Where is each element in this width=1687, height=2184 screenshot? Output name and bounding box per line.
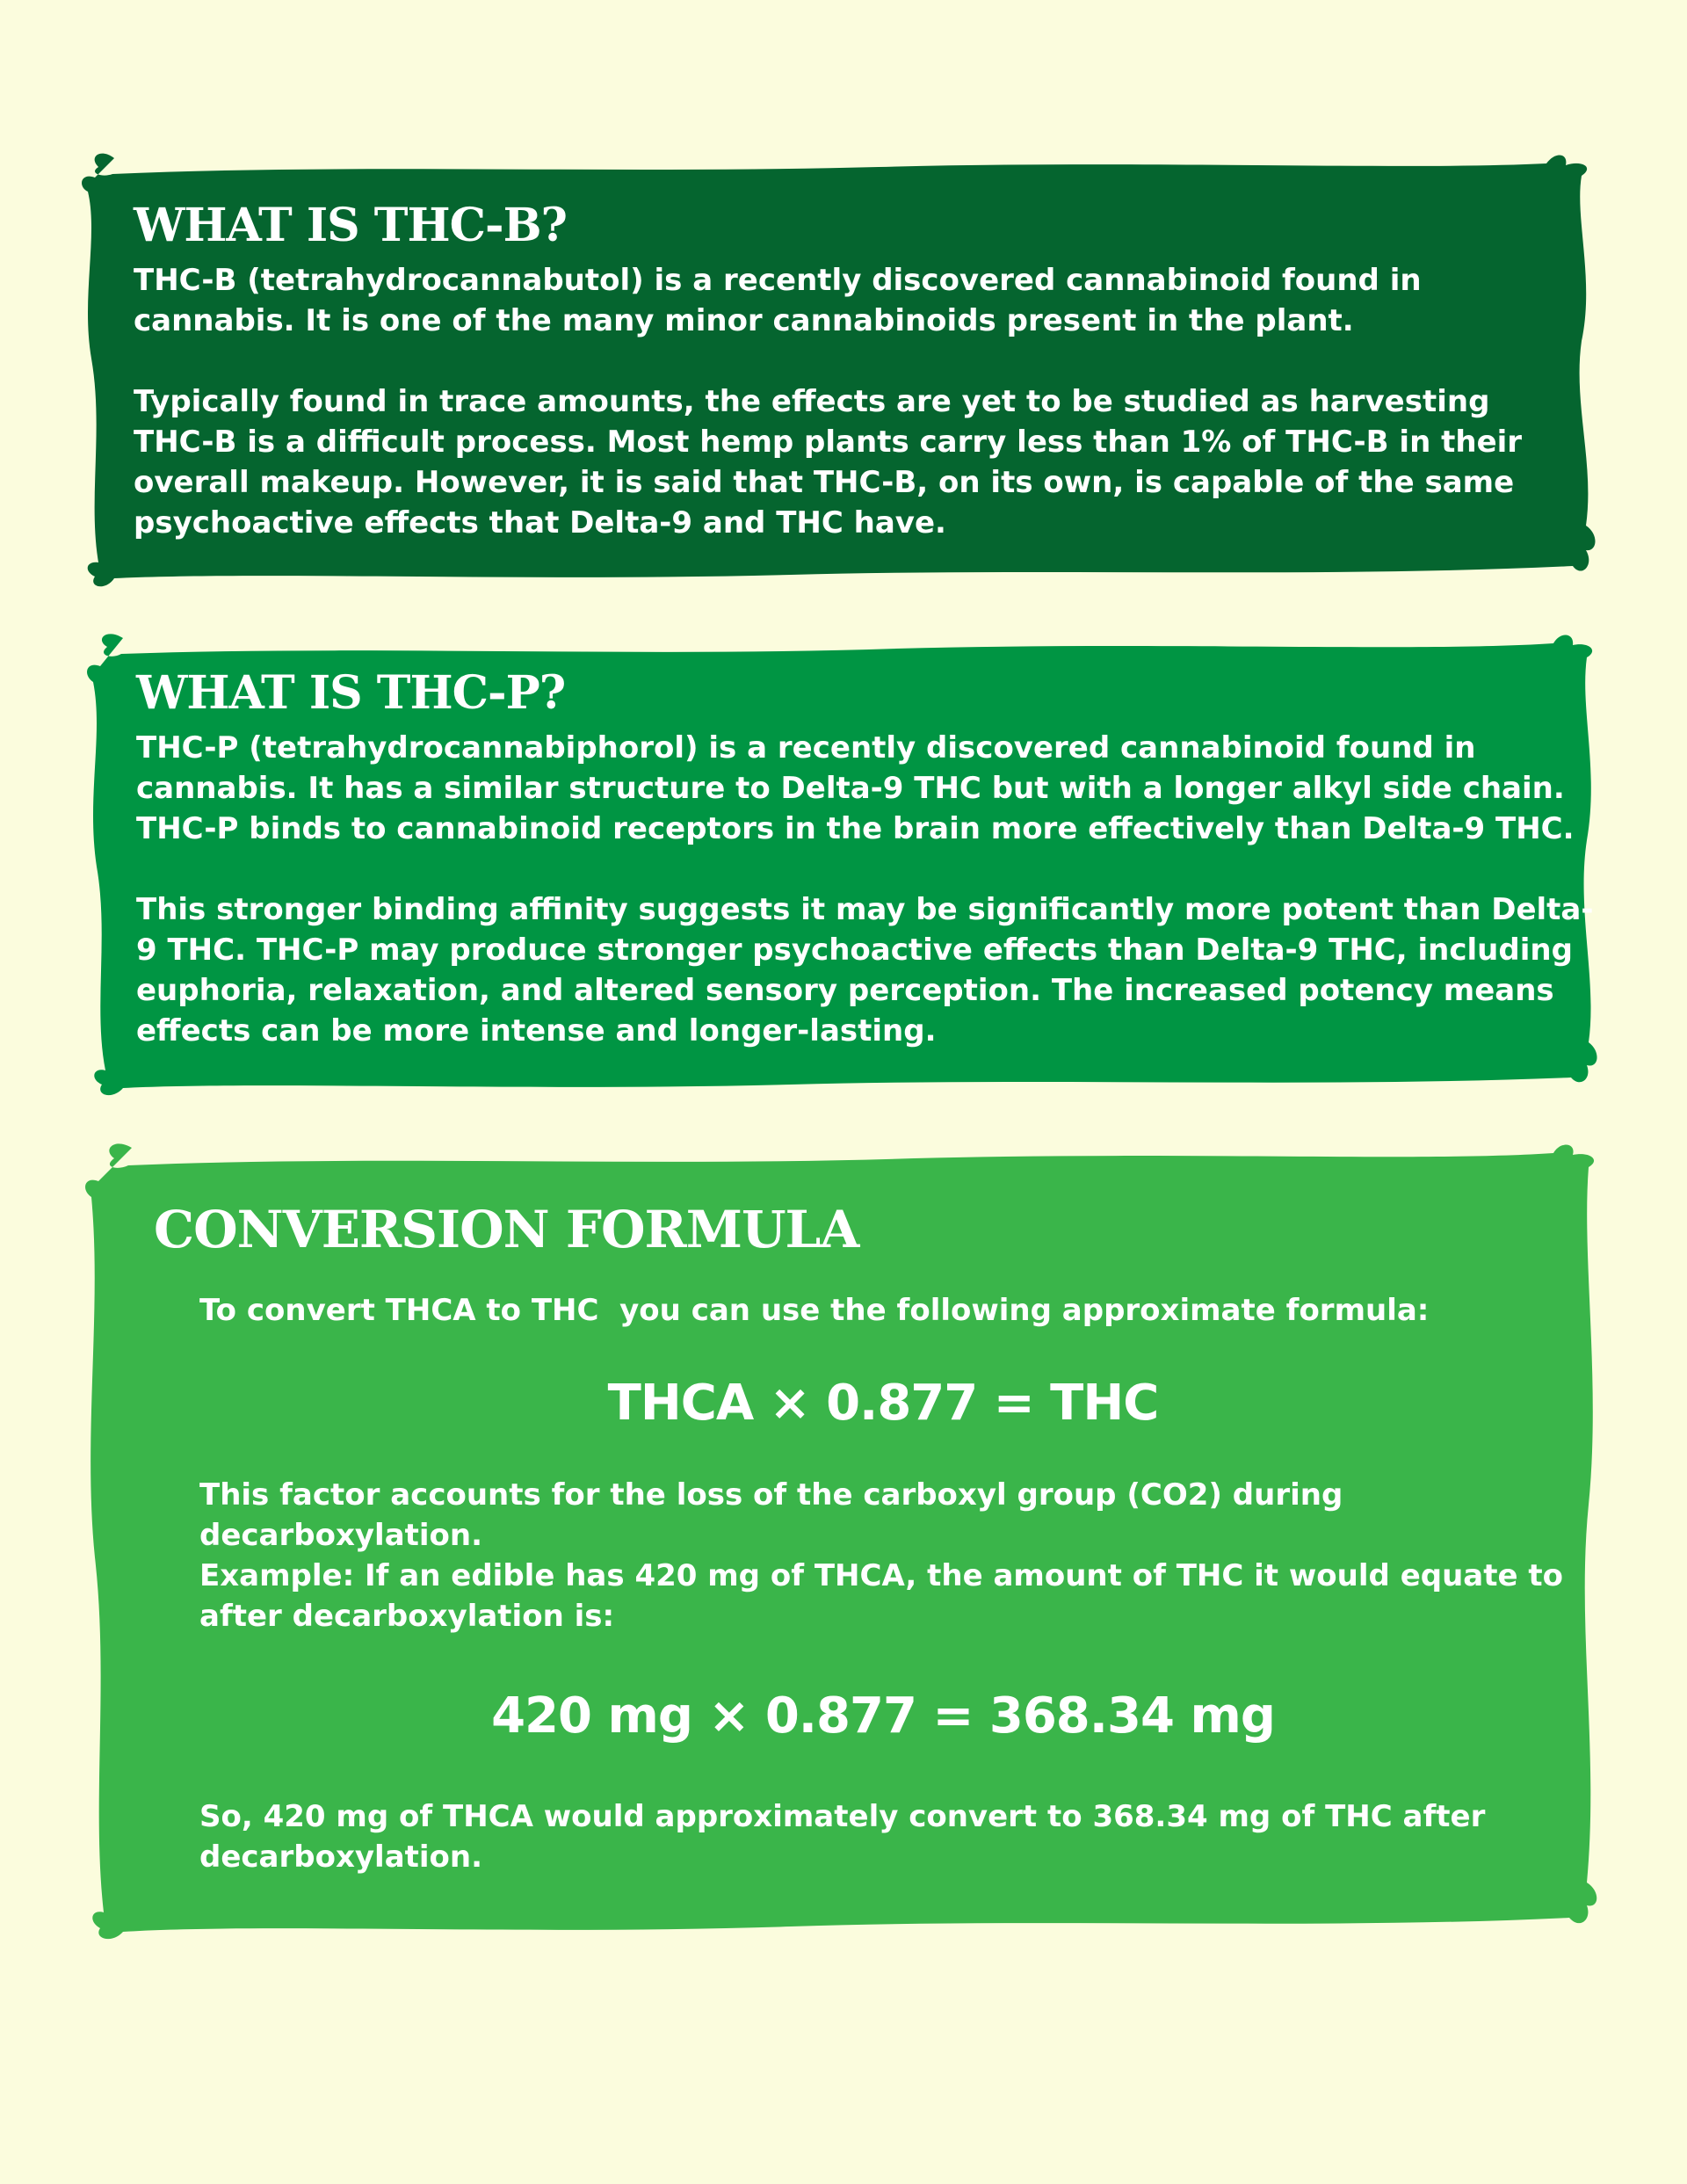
thc-p-panel [0,620,1687,1113]
thc-b-paragraph-1: THC-B (tetrahydrocannabutol) is a recently discovered cannabinoid found in cannabis. It is one of the many minor cannabinoids present in the plant. [134,263,1422,338]
thc-b-panel [0,148,1687,605]
thc-p-title: WHAT IS THC-P? [136,666,566,720]
thc-b-paragraph-2: Typically found in trace amounts, the effects are yet to be studied as harvesting THC-B is a difficult process. Most hemp plants carry less than 1% of THC-B in their overall makeup. However, it is said that THC-B, on its own, is capable of the same psychoactive effects that Delta-9 and THC have. [134,384,1523,541]
thc-b-title: WHAT IS THC-B? [134,199,568,252]
thc-b-content [134,197,1575,543]
conversion-example: Example: If an edible has 420 mg of THCA, the amount of THC it would equate to after decarboxylation is: [199,1558,1563,1634]
conversion-intro: To convert THCA to THC you can use the following approximate formula: [199,1293,1430,1328]
conversion-content [154,1197,1568,1877]
thc-p-paragraph-2: This stronger binding affinity suggests it may be significantly more potent than Delta-9 THC. THC-P may produce stronger psychoactive effects than Delta-9 THC, including euphoria, relaxation, and altered sensory perception. The increased potency means effects can be more intense and longer-lasting. [136,892,1594,1048]
conversion-conclusion: So, 420 mg of THCA would approximately convert to 368.34 mg of THC after decarboxylation. [199,1799,1486,1875]
conversion-example-formula: 420 mg × 0.877 = 368.34 mg [491,1687,1275,1745]
thc-p-content [136,664,1595,1051]
conversion-title: CONVERSION FORMULA [154,1200,859,1259]
conversion-explanation: This factor accounts for the loss of the carboxyl group (CO2) during decarboxylation. [199,1477,1343,1553]
thc-p-paragraph-1: THC-P (tetrahydrocannabiphorol) is a recently discovered cannabinoid found in cannabis. It has a similar structure to Delta-9 THC but with a longer alkyl side chain. THC-P binds to cannabinoid receptors in the brain more effectively than Delta-9 THC. [136,730,1575,846]
conversion-formula: THCA × 0.877 = THC [607,1375,1159,1432]
conversion-panel [0,1136,1687,1962]
